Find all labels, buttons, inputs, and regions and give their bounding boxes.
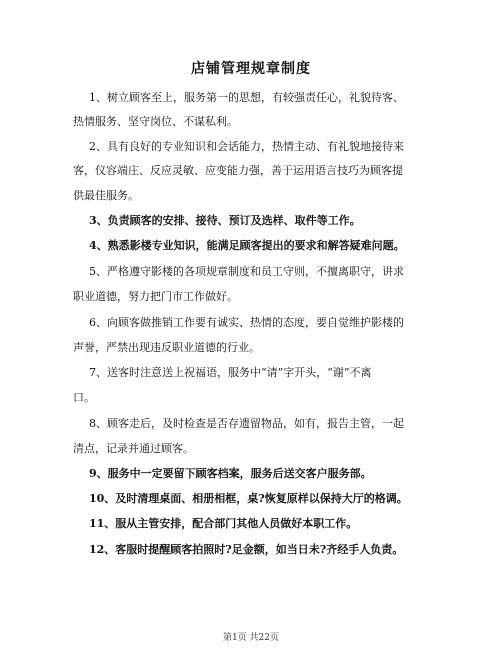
rule-8-line-2: 清点，记录并通过顾客。 <box>73 442 194 455</box>
page-footer: 第1页 共22页 <box>222 633 280 643</box>
rule-9-line-1: 9、服务中一定要留下顾客档案，服务后送交客户服务部。 <box>89 467 372 480</box>
rule-5-line-2: 职业道德，努力把门市工作做好。 <box>73 290 238 303</box>
rule-8-line-1: 8、顾客走后，及时检查是否存遗留物品，如有，报告主管，一起 <box>89 417 404 430</box>
rule-7-line-2: 口。 <box>73 391 95 404</box>
rule-11-line-1: 11、服从主管安排，配合部门其他人员做好本职工作。 <box>89 517 358 530</box>
rule-7-line-1: 7、送客时注意送上祝福语，服务中“请”字开头，“谢”不离 <box>89 366 372 379</box>
rule-4-line-1: 4、熟悉影楼专业知识，能满足顾客提出的要求和解答疑难问题。 <box>89 239 405 252</box>
document-title: 店铺管理规章制度 <box>191 61 311 77</box>
rule-1-line-1: 1、树立顾客至上，服务第一的思想，有较强责任心，礼貌待客、 <box>89 91 404 104</box>
rule-5-line-1: 5、严格遵守影楼的各项规章制度和员工守则，不擅离职守，讲求 <box>89 265 404 278</box>
rule-12-line-1: 12、客服时提醒顾客拍照时?足金额，如当日未?齐经手人负责。 <box>89 543 404 556</box>
rule-6-line-1: 6、向顾客做推销工作要有诚实、热情的态度，要自觉维护影楼的 <box>89 316 404 329</box>
rule-1-line-2: 热情服务、坚守岗位、不谋私利。 <box>73 115 238 128</box>
rule-2-line-3: 供最佳服务。 <box>73 189 139 202</box>
rule-10-line-1: 10、及时清理桌面、相册相框，桌?恢复原样以保持大厅的格调。 <box>89 492 408 505</box>
rule-2-line-2: 客，仪容端庄、反应灵敏、应变能力强，善于运用语言技巧为顾客提 <box>73 164 403 177</box>
rule-3-line-1: 3、负责顾客的安排、接待、预订及选样、取件等工作。 <box>89 214 361 227</box>
rule-6-line-2: 声誉，严禁出现违反职业道德的行业。 <box>73 341 260 354</box>
rule-2-line-1: 2、具有良好的专业知识和会话能力，热情主动、有礼貌地接待来 <box>89 140 404 153</box>
